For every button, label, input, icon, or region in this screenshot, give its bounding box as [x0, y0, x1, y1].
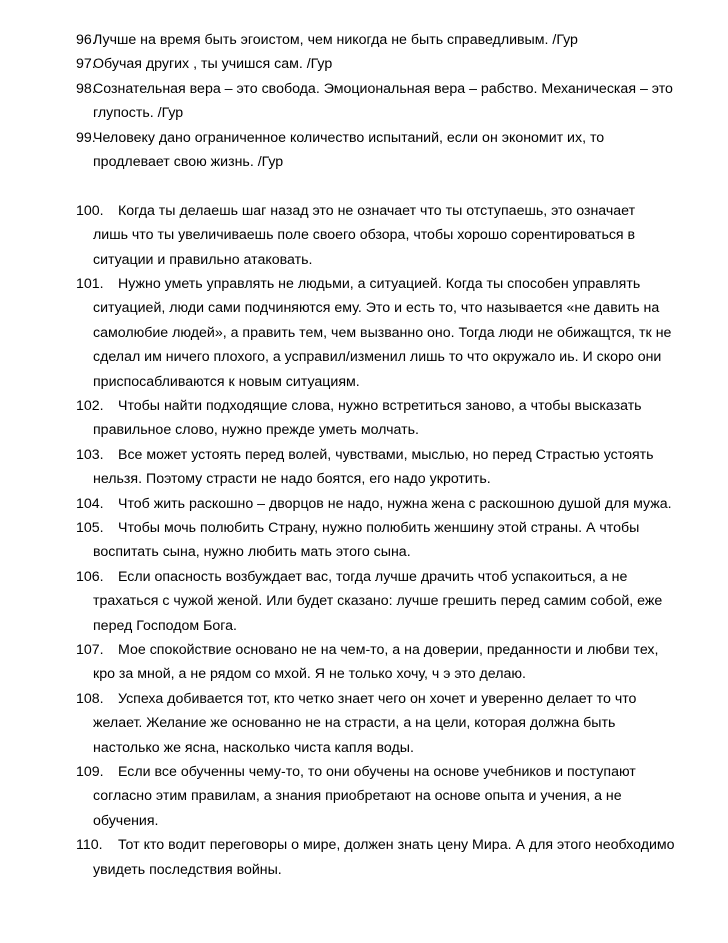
item-number: 99.	[76, 129, 96, 146]
item-text-first-line: Если все обученны чему-то, то они обучены на основе учебников и поступают	[118, 764, 636, 780]
item-text-line: трахаться с чужой женой. Или будет сказано: лучше грешить перед самим собой, еже	[93, 593, 663, 610]
item-text-line: настолько же ясна, насколько чиста капля воды.	[93, 739, 414, 756]
item-number: 108.	[76, 690, 104, 707]
item-text-first-line: Чтобы найти подходящие слова, нужно встретиться заново, а чтобы высказать	[118, 398, 642, 414]
item-text-first-line: Человеку дано ограниченное количество испытаний, если он экономит их, то	[93, 129, 605, 146]
item-text-first-line: Когда ты делаешь шаг назад это не означает что ты отступаешь, это означает	[118, 202, 636, 219]
item-text-first-line: Сознательная вера – это свобода. Эмоциональная вера – рабство. Механическая – это	[93, 80, 673, 97]
item-text-line: ситуации и правильно атаковать.	[93, 251, 313, 268]
item-number: 96.	[76, 32, 96, 48]
item-text-first-line: Мое спокойствие основано не на чем-то, а на доверии, преданности и любви тех,	[118, 642, 659, 658]
item-number: 110.	[76, 837, 103, 854]
item-number: 100.	[76, 202, 104, 219]
item-number: 103.	[76, 446, 104, 463]
item-text-line: желает. Желание же основанно не на страсти, а на цели, которая должна быть	[93, 715, 616, 732]
item-number: 102.	[76, 398, 104, 414]
item-text-line: кро за мной, а не рядом со мхой. Я не только хочу, ч э это делаю.	[93, 666, 526, 683]
item-text-line: ситуацией, люди сами подчиняются ему. Это и есть то, что называется «не давить на	[93, 300, 660, 317]
item-text-line: согласно этим правилам, а знания приобретают на основе опыта и учения, а не	[93, 788, 622, 805]
item-text-line: приспосабливаются к новым ситуациям.	[93, 373, 360, 390]
item-text-line: лишь что ты увеличиваешь поле своего обзора, чтобы хорошо сорентироваться в	[93, 227, 636, 244]
item-number: 105.	[76, 520, 104, 536]
item-text-first-line: Обучая других , ты учишся сам. /Гур	[93, 56, 333, 73]
item-text-first-line: Нужно уметь управлять не людьми, а ситуацией. Когда ты способен управлять	[118, 276, 641, 292]
item-text-line: увидеть последствия войны.	[93, 861, 282, 878]
item-text-line: продлевает свою жизнь. /Гур	[93, 154, 284, 170]
item-text-line: сделал им ничего плохого, а усправил/изменил лишь то что окружало иь. И скоро они	[93, 349, 662, 366]
item-number: 97.	[76, 56, 96, 73]
item-text-line: обучения.	[93, 812, 159, 829]
item-text-line: самолюбие людей», а править тем, чем вызванно оно. Тогда люди не обижащтся, тк не	[93, 324, 672, 341]
item-text-line: глупость. /Гур	[93, 105, 184, 122]
item-text-first-line: Успеха добивается тот, кто четко знает чего он хочет и уверенно делает то что	[118, 690, 637, 707]
item-text-first-line: Тот кто водит переговоры о мире, должен знать цену Мира. А для этого необходимо	[118, 837, 675, 854]
item-text-first-line: Лучше на время быть эгоистом, чем никогда не быть справедливым. /Гур	[93, 32, 578, 48]
item-text-first-line: Чтобы мочь полюбить Страну, нужно полюбить женшину этой страны. А чтобы	[118, 520, 640, 536]
item-text-line: нельзя. Поэтому страсти не надо боятся, его надо укротить.	[93, 471, 491, 488]
item-text-first-line: Если опасность возбуждает вас, тогда лучше драчить чтоб успакоиться, а не	[118, 568, 628, 585]
item-text-line: воспитать сына, нужно любить мать этого сына.	[93, 544, 411, 561]
item-number: 109.	[76, 764, 104, 780]
item-number: 98.	[76, 80, 96, 97]
item-number: 104.	[76, 495, 104, 512]
item-text-first-line: Чтоб жить раскошно – дворцов не надо, нужна жена с раскошною душой для мужа.	[118, 495, 672, 512]
item-number: 101.	[76, 276, 104, 292]
item-text-line: правильное слово, нужно прежде уметь молчать.	[93, 422, 419, 439]
item-number: 106.	[76, 568, 104, 585]
item-text-first-line: Все может устоять перед волей, чувствами, мыслью, но перед Страстью устоять	[118, 446, 654, 463]
item-number: 107.	[76, 642, 104, 658]
item-text-line: перед Господом Бога.	[93, 617, 238, 634]
